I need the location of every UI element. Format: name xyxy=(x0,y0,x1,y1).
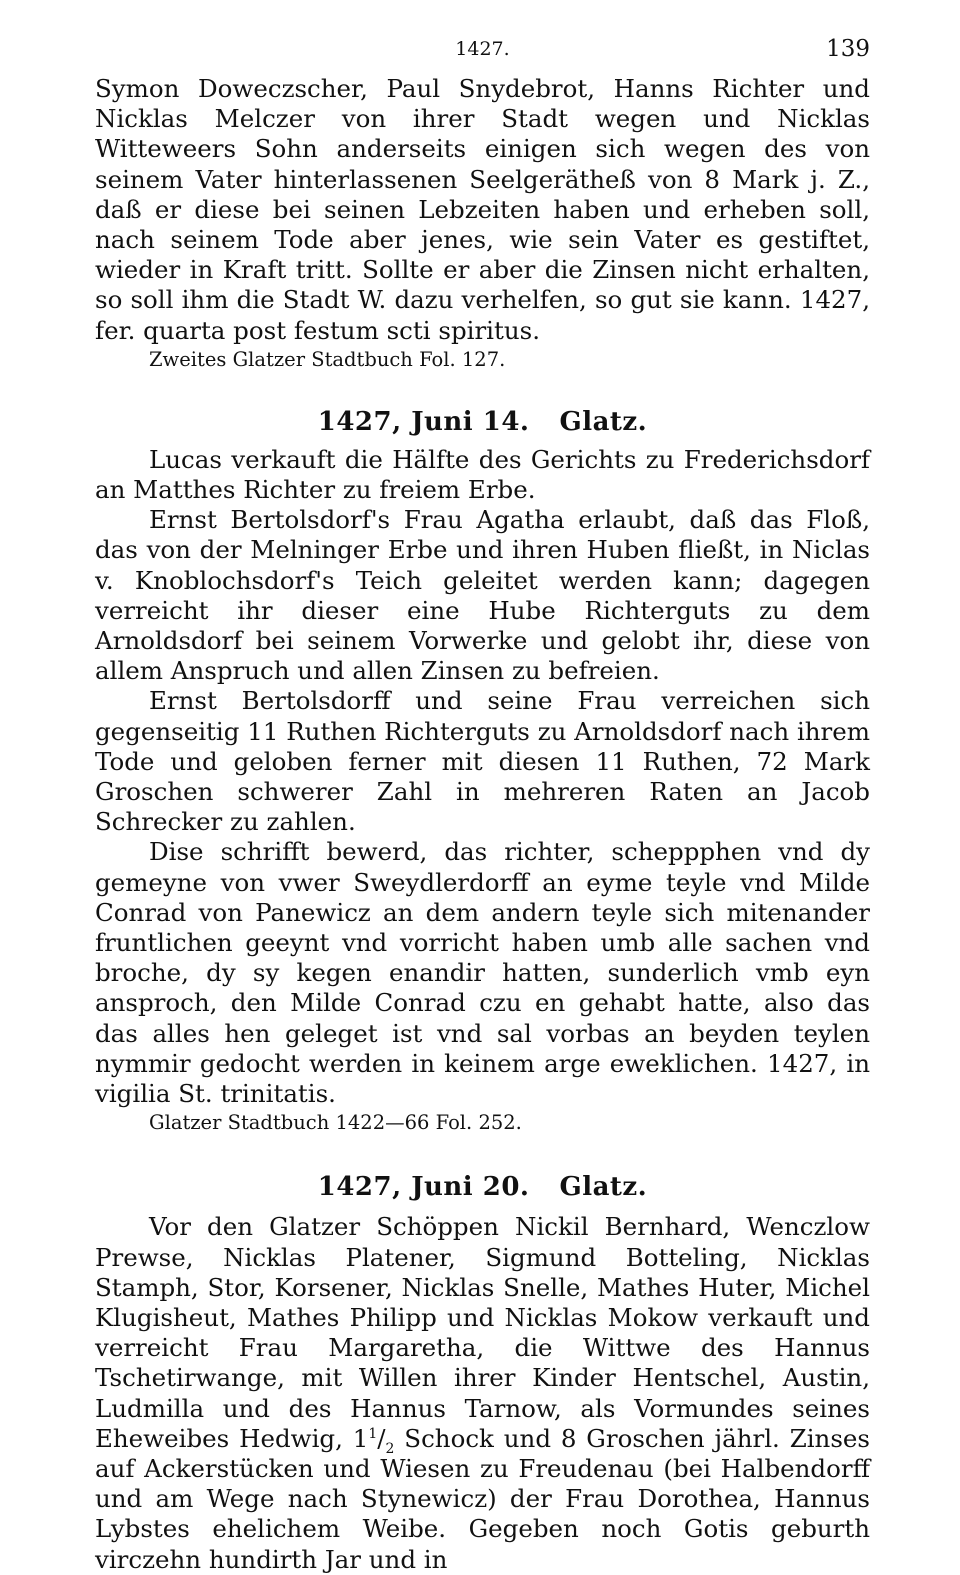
document-2-paragraph-2: Ernst Bertolsdorf's Frau Agatha erlaubt, daß das Floß, das von der Melninger Erbe und ihren Huben fließt, in Niclas v. Knoblochsdorf's Teich geleitet werden kann; dagegen verreicht ihr dieser eine Hube Richterguts zu dem Arnoldsdorf bei seinem Vorwerke und gelobt ihr, diese von allem Anspruch und allen Zinsen zu befreien. xyxy=(95,505,870,686)
book-page xyxy=(95,28,870,1575)
fraction-numerator: 1 xyxy=(368,1425,378,1442)
document-3-place: Glatz. xyxy=(559,1172,648,1203)
page-body xyxy=(95,74,870,1575)
document-2-date: 1427, Juni 14. xyxy=(317,406,530,437)
document-2-source: Glatzer Stadtbuch 1422—66 Fol. 252. xyxy=(149,1111,522,1135)
document-3-heading xyxy=(95,1172,870,1202)
running-header-year: 1427. xyxy=(455,38,510,60)
document-2-paragraph-3: Ernst Bertolsdorff und seine Frau verreichen sich gegenseitig 11 Ruthen Richterguts zu Arnoldsdorf nach ihrem Tode und geloben ferner mit diesen 11 Ruthen, 72 Mark Groschen schwerer Zahl in mehreren Raten an Jacob Schrecker zu zahlen. xyxy=(95,686,870,837)
fraction-denominator: 2 xyxy=(385,1440,395,1457)
document-3-text-after-fraction: Schock und 8 Groschen jährl. Zinses auf Ackerstücken und Wiesen zu Freudenau (bei Halbendorff und am Wege nach Stynewicz) der Frau Dorothea, Hannus Lybstes ehelichem Weibe. Gegeben noch Gotis geburth virczehn hundirth Jar und in xyxy=(95,1423,870,1574)
document-3-date: 1427, Juni 20. xyxy=(317,1172,530,1203)
fraction-slash: / xyxy=(377,1423,386,1453)
document-3-text-before-fraction: Vor den Glatzer Schöppen Nickil Bernhard, Wenczlow Prewse, Nicklas Platener, Sigmund Botteling, Nicklas Stamph, Stor, Korsener, Nicklas Snelle, Mathes Huter, Michel Klugisheut, Mathes Philipp und Nicklas Mokow verkauft und verreicht Frau Margaretha, die Wittwe des Hannus Tschetirwange, mit Willen ihrer Kinder Hentschel, Austin, Ludmilla und des Hannus Tarnow, als Vormundes seines Eheweibes Hedwig, 1 xyxy=(95,1212,870,1453)
document-1-source: Zweites Glatzer Stadtbuch Fol. 127. xyxy=(149,347,506,371)
document-2-paragraph-4: Dise schrifft bewerd, das richter, scheppphen vnd dy gemeyne von vwer Sweydlerdorff an eyme teyle vnd Milde Conrad von Panewicz an dem andern teyle sich mitenander fruntlichen geeynt vnd vorricht haben umb alle sachen vnd broche, dy sy kegen enandir hatten, sunderlich vmb eyn ansproch, den Milde Conrad czu en gehabt hatte, also das das alles hen geleget ist vnd sal vorbas an beyden teylen nymmir gedocht werden in keinem arge eweklichen. 1427, in vigilia St. trinitatis. xyxy=(95,837,870,1109)
document-3-paragraph-1 xyxy=(95,1212,870,1574)
running-header xyxy=(95,28,870,74)
page-number: 139 xyxy=(826,36,870,62)
document-2-paragraph-1: Lucas verkauft die Hälfte des Gerichts zu Frederichsdorf an Matthes Richter zu freiem Erbe. xyxy=(95,444,870,505)
document-1-text: Symon Doweczscher, Paul Snydebrot, Hanns Richter und Nicklas Melczer von ihrer Stadt wegen und Nicklas Witteweers Sohn anderseits einigen sich wegen des von seinem Vater hinterlassenen Seelgerätheß von 8 Mark j. Z., daß er diese bei seinen Lebzeiten haben und erheben soll, nach seinem Tode aber jenes, wie sein Vater es gestiftet, wieder in Kraft tritt. Sollte er aber die Zinsen nicht erhalten, so soll ihm die Stadt W. dazu verhelfen, so gut sie kann. 1427, fer. quarta post festum scti spiritus. xyxy=(95,74,870,345)
document-2-heading xyxy=(95,407,870,437)
document-2-place: Glatz. xyxy=(559,406,648,437)
